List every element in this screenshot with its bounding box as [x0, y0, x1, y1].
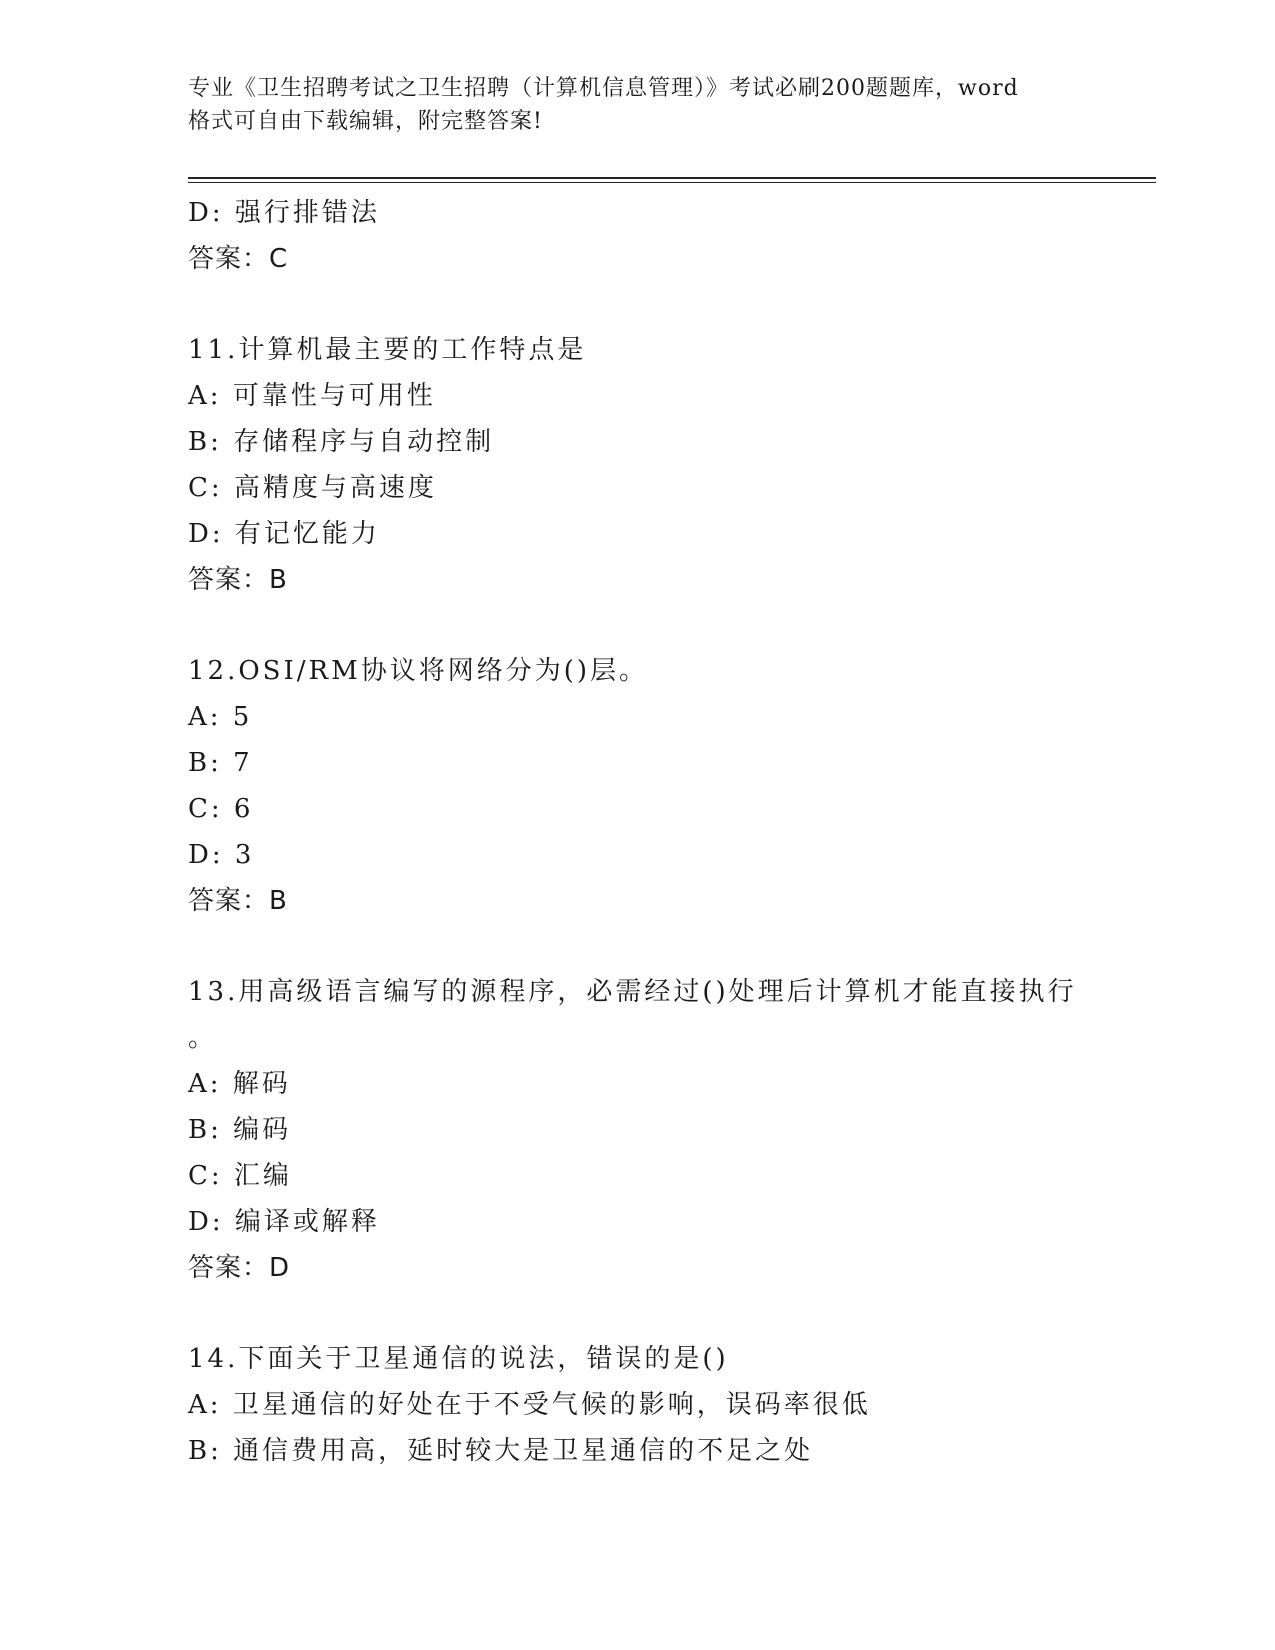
- answer: 答案：B: [188, 886, 288, 916]
- answer: 答案：B: [188, 565, 288, 595]
- option-c: C: 6: [188, 794, 254, 824]
- spacer: [188, 282, 1088, 327]
- option-d: D: 编译或解释: [188, 1207, 380, 1237]
- question-text: 13.用高级语言编写的源程序，必需经过()处理后计算机才能直接执行: [188, 977, 1077, 1007]
- question-text: 12.OSI/RM协议将网络分为()层。: [188, 656, 648, 686]
- question-text-tail: 。: [188, 1023, 218, 1053]
- question-13: [188, 969, 1088, 1291]
- option-b: B: 编码: [188, 1115, 292, 1145]
- option-a: A: 卫星通信的好处在于不受气候的影响，误码率很低: [188, 1390, 871, 1420]
- option-a: A: 解码: [188, 1069, 291, 1099]
- prev-option-d: D: 强行排错法: [188, 198, 380, 228]
- answer: 答案：D: [188, 1253, 291, 1283]
- question-12: [188, 648, 1088, 924]
- option-a: A: 可靠性与可用性: [188, 381, 436, 411]
- option-b: B: 7: [188, 748, 253, 778]
- prev-answer: 答案：C: [188, 244, 289, 274]
- header-line-2: 格式可自由下载编辑，附完整答案!: [188, 109, 543, 134]
- spacer: [188, 924, 1088, 969]
- header-line-1: 专业《卫生招聘考试之卫生招聘（计算机信息管理）》考试必刷200题题库，word: [188, 76, 1019, 101]
- option-d: D: 3: [188, 840, 255, 870]
- option-c: C: 高精度与高速度: [188, 473, 437, 503]
- spacer: [188, 1291, 1088, 1336]
- question-11: [188, 327, 1088, 603]
- question-text: 11.计算机最主要的工作特点是: [188, 335, 587, 365]
- option-b: B: 存储程序与自动控制: [188, 427, 495, 457]
- question-list: [188, 190, 1088, 1474]
- document-header: [188, 72, 1088, 138]
- option-c: C: 汇编: [188, 1161, 292, 1191]
- option-d: D: 有记忆能力: [188, 519, 380, 549]
- question-text: 14.下面关于卫星通信的说法，错误的是(): [188, 1344, 729, 1374]
- spacer: [188, 603, 1088, 648]
- option-b: B: 通信费用高，延时较大是卫星通信的不足之处: [188, 1436, 814, 1466]
- header-divider-thick: [188, 177, 1156, 179]
- header-divider-thin: [188, 182, 1156, 183]
- question-14: [188, 1336, 1088, 1474]
- option-a: A: 5: [188, 702, 253, 732]
